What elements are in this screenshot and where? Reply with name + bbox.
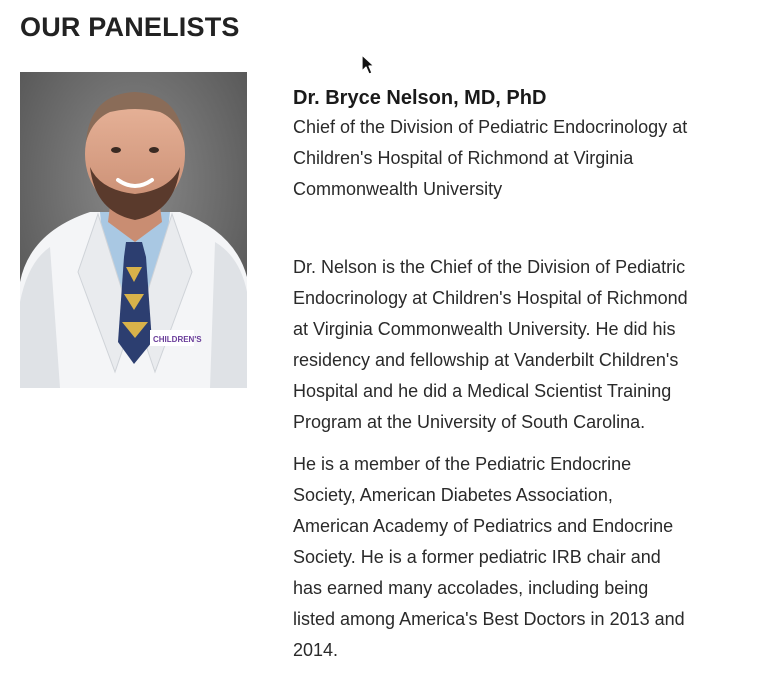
title-line: Children's Hospital of Richmond at Virginia	[293, 148, 634, 168]
bio-line: Program at the University of South Carolina.	[293, 412, 646, 432]
bio-line: at Virginia Commonwealth University. He did his	[293, 319, 676, 339]
section-heading: OUR PANELISTS	[20, 12, 240, 42]
bio-line: American Academy of Pediatrics and Endocrine	[293, 516, 674, 536]
portrait-photo-icon	[20, 72, 247, 388]
arrow-cursor-icon	[361, 54, 375, 76]
coat-badge-text: CHILDREN'S	[153, 335, 202, 344]
panelist-photo	[20, 72, 247, 388]
bio-line: 2014.	[293, 640, 339, 660]
bio-line: Endocrinology at Children's Hospital of Richmond	[293, 288, 688, 308]
panelist-details	[293, 84, 755, 666]
panelist-name: Dr. Bryce Nelson, MD, PhD	[293, 87, 547, 109]
panelist-title	[293, 112, 755, 205]
bio-line: residency and fellowship at Vanderbilt Children's	[293, 350, 679, 370]
bio-line: Hospital and he did a Medical Scientist Training	[293, 381, 672, 401]
bio-line: He is a member of the Pediatric Endocrine	[293, 454, 632, 474]
title-line: Commonwealth University	[293, 179, 503, 199]
bio-line: has earned many accolades, including being	[293, 578, 649, 598]
bio-paragraph	[293, 449, 755, 666]
bio-line: listed among America's Best Doctors in 2013 and	[293, 609, 685, 629]
bio-paragraph	[293, 252, 755, 438]
bio-line: Society, American Diabetes Association,	[293, 485, 613, 505]
bio-line: Society. He is a former pediatric IRB chair and	[293, 547, 661, 567]
title-line: Chief of the Division of Pediatric Endocrinology at	[293, 117, 688, 137]
bio-line: Dr. Nelson is the Chief of the Division of Pediatric	[293, 257, 686, 277]
